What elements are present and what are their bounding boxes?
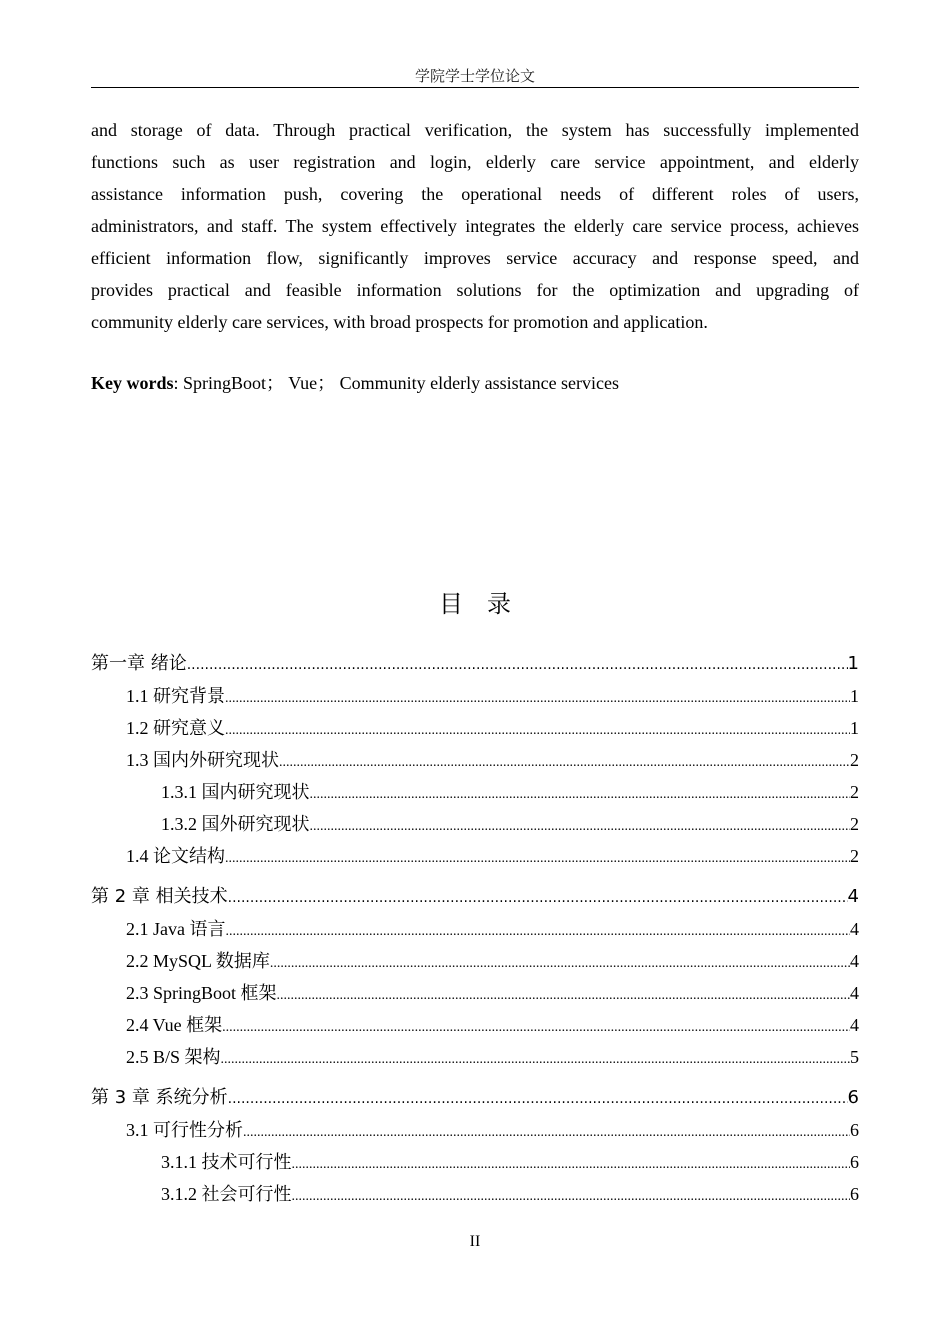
toc-entry[interactable] [91,840,859,872]
abstract-line: assistance information push, covering the operational needs of different roles of users, [91,184,859,204]
page-header: 学院学士学位论文 [91,68,859,88]
abstract-line: and storage of data. Through practical verification, the system has successfully implemented [91,120,859,140]
toc-entry[interactable] [91,680,859,712]
toc-entry-page: 2 [850,846,859,866]
table-of-contents [91,648,859,1210]
toc-entry-page: 1 [850,686,859,706]
abstract-body [91,114,859,338]
keywords-label: Key words [91,373,174,393]
toc-entry-page: 6 [850,1120,859,1140]
toc-entry-page: 2 [850,782,859,802]
toc-leader [187,649,848,681]
toc-entry[interactable] [91,945,859,977]
toc-entry[interactable] [91,712,859,744]
toc-leader [310,811,851,843]
toc-leader [243,1117,850,1149]
toc-entry[interactable] [91,977,859,1009]
toc-leader [292,1149,851,1181]
toc-entry-title: 2.1 Java 语言 [126,919,226,939]
toc-entry-title: 1.3.2 国外研究现状 [161,814,310,834]
toc-entry-title: 2.2 MySQL 数据库 [126,951,270,971]
toc-entry[interactable] [91,776,859,808]
toc-entry-page: 1 [850,718,859,738]
abstract-line: community elderly care services, with broad prospects for promotion and application. [91,312,708,332]
toc-entry-title: 2.3 SpringBoot 框架 [126,983,277,1003]
toc-title: 目录 [439,590,535,618]
toc-leader [225,683,850,715]
toc-entry-title: 2.4 Vue 框架 [126,1015,223,1035]
toc-entry-page: 6 [850,1152,859,1172]
toc-entry-page: 5 [850,1047,859,1067]
toc-leader [222,1012,850,1044]
toc-entry[interactable] [91,881,859,913]
toc-entry-page: 4 [850,951,859,971]
toc-entry-title: 第一章 绪论 [91,653,187,674]
toc-leader [225,843,850,875]
toc-entry-page: 2 [850,750,859,770]
toc-entry-page: 2 [850,814,859,834]
toc-entry[interactable] [91,808,859,840]
toc-leader [292,1181,851,1213]
toc-leader [228,1083,848,1115]
toc-entry-title: 1.1 研究背景 [126,686,225,706]
keywords-text: : SpringBoot； Vue； Community elderly assistance services [173,373,620,393]
toc-entry[interactable] [91,913,859,945]
toc-entry-page: 1 [847,653,859,674]
toc-entry[interactable] [91,1082,859,1114]
toc-entry-page: 4 [850,983,859,1003]
toc-entry-page: 4 [850,1015,859,1035]
toc-entry-title: 2.5 B/S 架构 [126,1047,221,1067]
toc-entry[interactable] [91,1114,859,1146]
toc-entry-title: 1.2 研究意义 [126,718,225,738]
toc-entry-page: 6 [847,1087,859,1108]
toc-leader [270,948,850,980]
toc-leader [221,1044,850,1076]
toc-entry-title: 1.4 论文结构 [126,846,225,866]
toc-entry-title: 1.3 国内外研究现状 [126,750,279,770]
toc-entry[interactable] [91,1178,859,1210]
toc-entry[interactable] [91,648,859,680]
toc-entry-title: 3.1 可行性分析 [126,1120,243,1140]
toc-entry-title: 1.3.1 国内研究现状 [161,782,310,802]
abstract-line: efficient information flow, significantly improves service accuracy and response speed, and [91,248,859,268]
toc-leader [225,916,850,948]
toc-entry-title: 第 2 章 相关技术 [91,886,228,907]
toc-entry[interactable] [91,1146,859,1178]
toc-entry-title: 3.1.2 社会可行性 [161,1184,292,1204]
abstract-line: functions such as user registration and login, elderly care service appointment, and elderly [91,152,859,172]
toc-leader [228,882,848,914]
toc-entry[interactable] [91,744,859,776]
toc-entry-page: 4 [850,919,859,939]
toc-entry[interactable] [91,1041,859,1073]
toc-leader [279,747,850,779]
toc-leader [277,980,850,1012]
abstract-line: provides practical and feasible information solutions for the optimization and upgrading of [91,280,859,300]
toc-entry[interactable] [91,1009,859,1041]
toc-entry-page: 4 [847,886,859,907]
abstract-line: administrators, and staff. The system effectively integrates the elderly care service process, achieves [91,216,859,236]
toc-leader [225,715,850,747]
toc-entry-page: 6 [850,1184,859,1204]
toc-leader [310,779,851,811]
toc-entry-title: 第 3 章 系统分析 [91,1087,228,1108]
page-number: II [469,1233,481,1250]
keywords [91,370,619,396]
toc-entry-title: 3.1.1 技术可行性 [161,1152,292,1172]
